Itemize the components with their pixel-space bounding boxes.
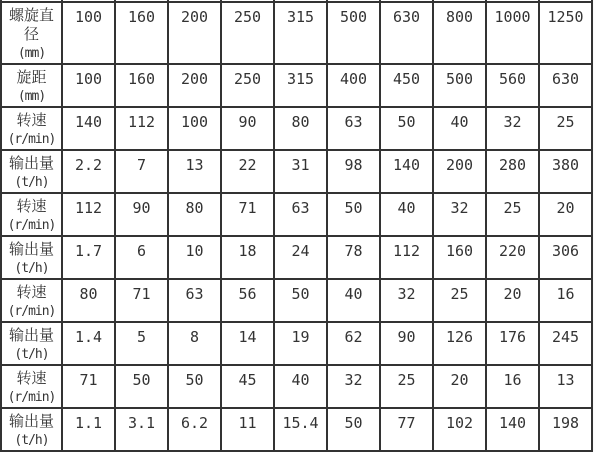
value-cell: 32 [433, 193, 486, 236]
value-cell: 6.2 [168, 408, 221, 451]
value-cell: 71 [221, 193, 274, 236]
value-cell: 1.4 [62, 322, 115, 365]
value-cell: 50 [327, 408, 380, 451]
value-cell: 40 [433, 107, 486, 150]
row-header-cell [1, 150, 62, 193]
row-header-cell [1, 322, 62, 365]
row-header-label: 转速 [16, 283, 47, 301]
value-cell: 198 [539, 408, 592, 451]
row-header-label: 转速 [16, 197, 47, 215]
value-cell: 80 [274, 107, 327, 150]
value-cell: 245 [539, 322, 592, 365]
row-header-cell [1, 408, 62, 451]
row-header-label: 转速 [16, 111, 47, 129]
value-cell: 500 [327, 2, 380, 64]
spec-table-body [1, 0, 592, 451]
value-cell: 160 [433, 236, 486, 279]
value-cell: 20 [539, 193, 592, 236]
value-cell: 40 [274, 365, 327, 408]
row-header-label: 转速 [16, 369, 47, 387]
value-cell: 1250 [539, 2, 592, 64]
value-cell: 16 [486, 365, 539, 408]
row-header-label: 螺旋直径 [8, 6, 54, 43]
value-cell: 3.1 [115, 408, 168, 451]
value-cell: 63 [327, 107, 380, 150]
table-row [1, 322, 592, 365]
value-cell: 20 [486, 279, 539, 322]
row-header-cell [1, 279, 62, 322]
value-cell: 6 [115, 236, 168, 279]
value-cell: 31 [274, 150, 327, 193]
table-row [1, 107, 592, 150]
value-cell: 10 [168, 236, 221, 279]
row-header-unit: (mm) [17, 89, 46, 104]
row-header-unit: (t/h) [14, 347, 49, 362]
row-header-unit: (t/h) [14, 261, 49, 276]
row-header-cell [1, 236, 62, 279]
value-cell: 24 [274, 236, 327, 279]
table-row [1, 2, 592, 64]
value-cell: 200 [433, 150, 486, 193]
row-header-label: 输出量 [8, 412, 54, 430]
table-row [1, 236, 592, 279]
value-cell: 56 [221, 279, 274, 322]
value-cell: 50 [115, 365, 168, 408]
value-cell: 200 [168, 64, 221, 107]
value-cell: 25 [486, 193, 539, 236]
row-header-unit: (t/h) [14, 175, 49, 190]
value-cell: 100 [62, 64, 115, 107]
value-cell: 560 [486, 64, 539, 107]
value-cell: 22 [221, 150, 274, 193]
value-cell: 160 [115, 2, 168, 64]
value-cell: 140 [62, 107, 115, 150]
value-cell: 112 [115, 107, 168, 150]
value-cell: 50 [327, 193, 380, 236]
value-cell: 1.7 [62, 236, 115, 279]
value-cell: 90 [221, 107, 274, 150]
value-cell: 80 [168, 193, 221, 236]
value-cell: 25 [433, 279, 486, 322]
value-cell: 98 [327, 150, 380, 193]
value-cell: 13 [168, 150, 221, 193]
value-cell: 50 [274, 279, 327, 322]
value-cell: 71 [115, 279, 168, 322]
value-cell: 63 [168, 279, 221, 322]
row-header-cell [1, 2, 62, 64]
value-cell: 200 [168, 2, 221, 64]
table-row [1, 150, 592, 193]
value-cell: 62 [327, 322, 380, 365]
value-cell: 78 [327, 236, 380, 279]
value-cell: 50 [380, 107, 433, 150]
row-header-cell [1, 193, 62, 236]
value-cell: 380 [539, 150, 592, 193]
value-cell: 45 [221, 365, 274, 408]
value-cell: 32 [380, 279, 433, 322]
value-cell: 280 [486, 150, 539, 193]
value-cell: 80 [62, 279, 115, 322]
value-cell: 25 [539, 107, 592, 150]
value-cell: 8 [168, 322, 221, 365]
value-cell: 1.1 [62, 408, 115, 451]
row-header-cell [1, 365, 62, 408]
value-cell: 7 [115, 150, 168, 193]
value-cell: 500 [433, 64, 486, 107]
row-header-unit: (r/min) [7, 132, 56, 147]
row-header-unit: (r/min) [7, 390, 56, 405]
value-cell: 100 [168, 107, 221, 150]
row-header-label: 旋距 [16, 68, 47, 86]
value-cell: 100 [62, 2, 115, 64]
row-header-cell [1, 64, 62, 107]
value-cell: 32 [486, 107, 539, 150]
value-cell: 1000 [486, 2, 539, 64]
table-row [1, 64, 592, 107]
value-cell: 800 [433, 2, 486, 64]
value-cell: 40 [380, 193, 433, 236]
row-header-label: 输出量 [8, 326, 54, 344]
row-header-unit: (r/min) [7, 304, 56, 319]
value-cell: 32 [327, 365, 380, 408]
value-cell: 160 [115, 64, 168, 107]
row-header-label: 输出量 [8, 154, 54, 172]
value-cell: 40 [327, 279, 380, 322]
value-cell: 140 [486, 408, 539, 451]
value-cell: 315 [274, 64, 327, 107]
value-cell: 15.4 [274, 408, 327, 451]
value-cell: 315 [274, 2, 327, 64]
table-row [1, 365, 592, 408]
value-cell: 19 [274, 322, 327, 365]
table-row [1, 408, 592, 451]
value-cell: 400 [327, 64, 380, 107]
value-cell: 306 [539, 236, 592, 279]
value-cell: 20 [433, 365, 486, 408]
value-cell: 50 [168, 365, 221, 408]
value-cell: 450 [380, 64, 433, 107]
value-cell: 112 [62, 193, 115, 236]
value-cell: 90 [380, 322, 433, 365]
value-cell: 5 [115, 322, 168, 365]
value-cell: 16 [539, 279, 592, 322]
value-cell: 2.2 [62, 150, 115, 193]
value-cell: 18 [221, 236, 274, 279]
value-cell: 11 [221, 408, 274, 451]
value-cell: 126 [433, 322, 486, 365]
value-cell: 220 [486, 236, 539, 279]
value-cell: 25 [380, 365, 433, 408]
value-cell: 630 [539, 64, 592, 107]
row-header-unit: (mm) [17, 46, 46, 61]
value-cell: 630 [380, 2, 433, 64]
row-header-unit: (r/min) [7, 218, 56, 233]
value-cell: 250 [221, 2, 274, 64]
value-cell: 250 [221, 64, 274, 107]
value-cell: 77 [380, 408, 433, 451]
value-cell: 63 [274, 193, 327, 236]
value-cell: 140 [380, 150, 433, 193]
value-cell: 71 [62, 365, 115, 408]
value-cell: 102 [433, 408, 486, 451]
value-cell: 13 [539, 365, 592, 408]
value-cell: 90 [115, 193, 168, 236]
table-row [1, 193, 592, 236]
row-header-cell [1, 107, 62, 150]
row-header-label: 输出量 [8, 240, 54, 258]
value-cell: 14 [221, 322, 274, 365]
value-cell: 176 [486, 322, 539, 365]
table-row [1, 279, 592, 322]
value-cell: 112 [380, 236, 433, 279]
row-header-unit: (t/h) [14, 433, 49, 448]
